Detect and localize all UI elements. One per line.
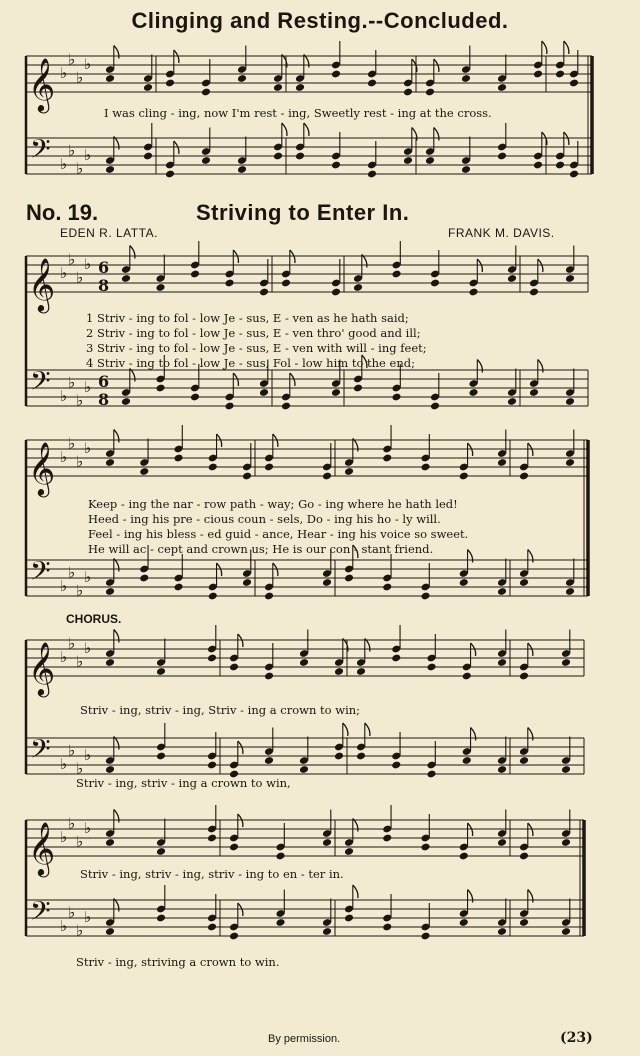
flat-sign: ♭: [68, 434, 76, 453]
note-head: [281, 402, 291, 411]
flat-sign: ♭: [84, 908, 92, 926]
note-head: [367, 170, 377, 179]
flat-sign: ♭: [84, 568, 92, 586]
time-signature-top: 6: [98, 372, 110, 391]
flat-sign: ♭: [60, 155, 68, 173]
note-head: [561, 765, 571, 774]
flat-sign: ♭: [68, 563, 76, 582]
verse-line-3b: Feel - ing his bless - ed guid - ance, Hear - ing his voice so sweet.: [88, 527, 469, 541]
flat-sign: ♭: [76, 652, 84, 671]
note-flag: [471, 728, 476, 741]
flat-sign: ♭: [68, 634, 76, 653]
flat-sign: ♭: [60, 387, 68, 405]
note-head: [208, 463, 218, 472]
note-head: [468, 288, 478, 297]
verse-line-2b: Heed - ing his pre - cious coun - sels, Do - ing his ho - ly will.: [88, 512, 441, 526]
note-flag: [528, 890, 533, 903]
verse-line-4b: He will ac - cept and crown us; He is our con - stant friend.: [88, 542, 434, 556]
note-head: [105, 587, 115, 596]
note-head: [331, 161, 341, 170]
note-head: [201, 156, 211, 165]
bass-clef: 𝄢: [30, 555, 51, 593]
flat-sign: ♭: [60, 264, 68, 282]
note-head: [403, 88, 413, 97]
bass-clef: 𝄢: [30, 895, 51, 933]
note-head: [533, 70, 543, 79]
note-head: [565, 458, 575, 467]
note-head: [229, 843, 239, 852]
note-head: [391, 270, 401, 279]
flat-sign: ♭: [84, 439, 92, 457]
note-flag: [114, 430, 119, 443]
note-flag: [564, 41, 569, 54]
flat-sign: ♭: [60, 64, 68, 82]
note-head: [391, 761, 401, 770]
note-head: [334, 667, 344, 676]
note-head: [273, 152, 283, 161]
note-head: [156, 667, 166, 676]
note-head: [561, 838, 571, 847]
note-head: [207, 654, 217, 663]
note-head: [565, 397, 575, 406]
note-head: [561, 927, 571, 936]
note-head: [322, 927, 332, 936]
note-flag: [353, 885, 358, 898]
note-head: [430, 402, 440, 411]
chorus-2-treble-lyric: Striv - ing, striv - ing, striv - ing to en - ter in.: [80, 867, 344, 881]
note-head: [275, 918, 285, 927]
note-head: [344, 847, 354, 856]
note-head: [461, 165, 471, 174]
note-head: [497, 458, 507, 467]
note-flag: [304, 123, 309, 136]
flat-sign: ♭: [60, 917, 68, 935]
note-head: [229, 663, 239, 672]
note-head: [519, 756, 529, 765]
note-head: [275, 852, 285, 861]
note-head: [105, 765, 115, 774]
note-head: [519, 672, 529, 681]
flat-sign: ♭: [84, 746, 92, 764]
words-credit: EDEN R. LATTA.: [60, 226, 158, 240]
treble-clef: 𝄞: [28, 641, 56, 695]
flat-sign: ♭: [76, 759, 84, 778]
verse-line-1a: 1 Striv - ing to fol - low Je - sus, E - ven as he hath said;: [86, 311, 409, 325]
note-flag: [528, 728, 533, 741]
note-head: [322, 472, 332, 481]
music-credit: FRANK M. DAVIS.: [448, 226, 555, 240]
note-head: [334, 752, 344, 761]
note-head: [273, 83, 283, 92]
verse-line-4a: 4 Striv - ing to fol - low Je - sus, Fol - low him to the end;: [86, 356, 415, 370]
note-flag: [468, 890, 473, 903]
note-head: [331, 70, 341, 79]
note-head: [519, 472, 529, 481]
note-head: [156, 914, 166, 923]
note-head: [403, 156, 413, 165]
flat-sign: ♭: [68, 814, 76, 833]
verse-line-2a: 2 Striv - ing to fol - low Je - sus, E - ven thro' good and ill;: [86, 326, 421, 340]
note-head: [519, 852, 529, 861]
flat-sign: ♭: [84, 146, 92, 164]
note-head: [507, 274, 517, 283]
note-flag: [468, 550, 473, 563]
note-head: [459, 918, 469, 927]
note-flag: [542, 41, 547, 54]
flat-sign: ♭: [76, 391, 84, 410]
note-head: [139, 574, 149, 583]
flat-sign: ♭: [76, 268, 84, 287]
note-head: [121, 274, 131, 283]
note-head: [497, 587, 507, 596]
note-head: [322, 578, 332, 587]
note-head: [237, 165, 247, 174]
time-signature-top: 6: [98, 258, 110, 277]
note-head: [224, 402, 234, 411]
note-flag: [114, 630, 119, 643]
flat-sign: ♭: [84, 55, 92, 73]
note-head: [264, 463, 274, 472]
note-head: [173, 583, 183, 592]
bass-clef: 𝄢: [30, 733, 51, 771]
note-head: [105, 658, 115, 667]
note-flag: [528, 550, 533, 563]
note-head: [565, 587, 575, 596]
note-head: [201, 88, 211, 97]
note-head: [165, 79, 175, 88]
note-head: [229, 932, 239, 941]
note-flag: [365, 723, 370, 736]
bass-clef: 𝄢: [30, 133, 51, 171]
note-head: [356, 667, 366, 676]
flat-sign: ♭: [84, 255, 92, 273]
hymn-number: No. 19.: [26, 200, 99, 225]
note-head: [264, 756, 274, 765]
verse-line-1b: Keep - ing the nar - row path - way; Go - ing where he hath led!: [88, 497, 458, 511]
note-head: [425, 88, 435, 97]
hymn-title: Striving to Enter In.: [196, 200, 410, 225]
note-head: [322, 838, 332, 847]
note-head: [497, 927, 507, 936]
note-head: [497, 765, 507, 774]
note-head: [155, 283, 165, 292]
note-head: [295, 83, 305, 92]
flat-sign: ♭: [60, 828, 68, 846]
note-head: [420, 592, 430, 601]
flat-sign: ♭: [68, 250, 76, 269]
note-head: [461, 74, 471, 83]
note-head: [242, 472, 252, 481]
note-head: [344, 914, 354, 923]
note-head: [156, 847, 166, 856]
note-head: [382, 454, 392, 463]
note-head: [139, 467, 149, 476]
time-signature-bottom: 8: [98, 390, 110, 409]
note-head: [382, 583, 392, 592]
note-head: [565, 274, 575, 283]
note-head: [356, 752, 366, 761]
flat-sign: ♭: [60, 755, 68, 773]
flat-sign: ♭: [68, 373, 76, 392]
note-head: [555, 161, 565, 170]
note-head: [353, 384, 363, 393]
flat-sign: ♭: [76, 452, 84, 471]
note-head: [468, 388, 478, 397]
note-head: [533, 161, 543, 170]
note-head: [259, 288, 269, 297]
note-head: [569, 79, 579, 88]
note-head: [529, 388, 539, 397]
note-head: [105, 74, 115, 83]
note-head: [459, 472, 469, 481]
note-head: [420, 463, 430, 472]
note-head: [190, 393, 200, 402]
flat-sign: ♭: [68, 50, 76, 69]
note-head: [462, 756, 472, 765]
note-head: [382, 834, 392, 843]
note-head: [105, 838, 115, 847]
chorus-1-treble-lyric: Striv - ing, striv - ing, Striv - ing a crown to win;: [80, 703, 361, 717]
note-head: [143, 83, 153, 92]
bass-clef: 𝄢: [30, 365, 51, 403]
note-flag: [282, 123, 287, 136]
note-head: [519, 918, 529, 927]
note-head: [391, 393, 401, 402]
chorus-1-bass-lyric: Striv - ing, striv - ing a crown to win,: [76, 776, 291, 790]
note-head: [367, 79, 377, 88]
note-head: [519, 578, 529, 587]
continuation-title: Clinging and Resting.--Concluded.: [131, 8, 509, 33]
verse-line-3a: 3 Striv - ing to fol - low Je - sus, E - ven with will - ing feet;: [86, 341, 427, 355]
flat-sign: ♭: [60, 648, 68, 666]
note-head: [105, 458, 115, 467]
note-head: [242, 578, 252, 587]
note-head: [299, 658, 309, 667]
note-head: [190, 270, 200, 279]
note-head: [224, 279, 234, 288]
note-head: [173, 454, 183, 463]
flat-sign: ♭: [76, 832, 84, 851]
treble-clef: 𝄞: [28, 821, 56, 875]
note-head: [295, 152, 305, 161]
note-head: [353, 283, 363, 292]
chorus-label: CHORUS.: [66, 612, 122, 626]
note-head: [459, 852, 469, 861]
note-head: [569, 170, 579, 179]
note-flag: [114, 810, 119, 823]
note-head: [426, 770, 436, 779]
note-head: [497, 838, 507, 847]
flat-sign: ♭: [76, 68, 84, 87]
note-head: [264, 672, 274, 681]
flat-sign: ♭: [60, 577, 68, 595]
note-flag: [343, 723, 348, 736]
note-head: [507, 397, 517, 406]
note-head: [497, 83, 507, 92]
note-head: [555, 70, 565, 79]
note-head: [331, 388, 341, 397]
treble-clef: 𝄞: [28, 57, 56, 111]
flat-sign: ♭: [84, 639, 92, 657]
note-head: [420, 932, 430, 941]
flat-sign: ♭: [84, 819, 92, 837]
note-head: [344, 467, 354, 476]
note-head: [561, 658, 571, 667]
note-head: [459, 578, 469, 587]
treble-clef: 𝄞: [28, 441, 56, 495]
note-head: [281, 279, 291, 288]
treble-clef: 𝄞: [28, 257, 56, 311]
note-head: [155, 384, 165, 393]
note-head: [259, 388, 269, 397]
flat-sign: ♭: [76, 921, 84, 940]
note-head: [143, 152, 153, 161]
note-head: [529, 288, 539, 297]
note-head: [382, 923, 392, 932]
note-head: [420, 843, 430, 852]
note-head: [462, 672, 472, 681]
note-head: [331, 288, 341, 297]
flat-sign: ♭: [84, 378, 92, 396]
time-signature-bottom: 8: [98, 276, 110, 295]
permission-note: By permission.: [268, 1033, 341, 1045]
note-head: [165, 170, 175, 179]
note-flag: [477, 360, 482, 373]
note-head: [264, 592, 274, 601]
note-head: [237, 74, 247, 83]
note-flag: [130, 246, 135, 259]
note-head: [207, 923, 217, 932]
flat-sign: ♭: [68, 903, 76, 922]
note-head: [497, 658, 507, 667]
flat-sign: ♭: [76, 581, 84, 600]
note-head: [207, 761, 217, 770]
page-number: (23): [560, 1030, 593, 1046]
note-head: [208, 592, 218, 601]
flat-sign: ♭: [68, 141, 76, 160]
note-head: [156, 752, 166, 761]
continuation-lyric: I was cling - ing, now I'm rest - ing, Sweetly rest - ing at the cross.: [104, 106, 492, 120]
chorus-2-bass-lyric: Striv - ing, striving a crown to win.: [76, 955, 280, 969]
note-flag: [114, 46, 119, 59]
note-head: [105, 927, 115, 936]
note-flag: [538, 360, 543, 373]
note-head: [299, 765, 309, 774]
note-head: [105, 165, 115, 174]
note-head: [430, 279, 440, 288]
note-head: [497, 152, 507, 161]
note-head: [207, 834, 217, 843]
note-head: [425, 156, 435, 165]
note-head: [121, 397, 131, 406]
flat-sign: ♭: [68, 741, 76, 760]
note-head: [391, 654, 401, 663]
flat-sign: ♭: [76, 159, 84, 178]
flat-sign: ♭: [60, 448, 68, 466]
note-flag: [434, 128, 439, 141]
note-head: [426, 663, 436, 672]
note-head: [344, 574, 354, 583]
